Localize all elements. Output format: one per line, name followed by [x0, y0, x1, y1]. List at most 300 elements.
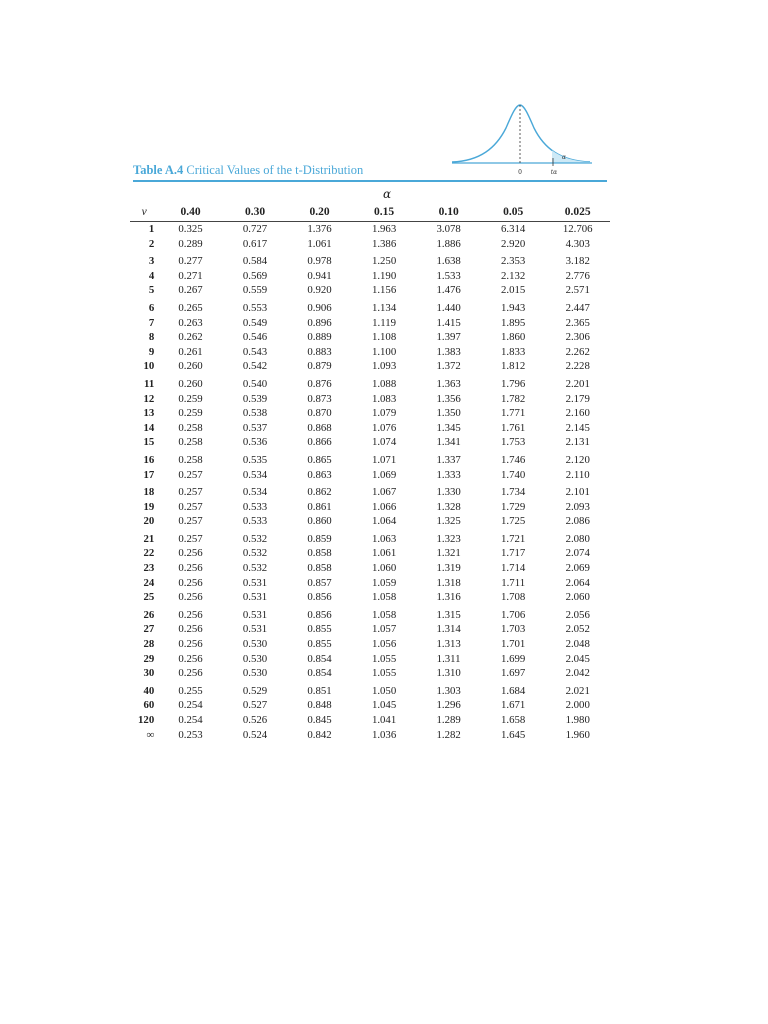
- critical-value-cell: 1.372: [436, 360, 461, 373]
- critical-value-cell: 0.873: [307, 392, 332, 405]
- table-row: [130, 392, 610, 407]
- critical-value-cell: 0.531: [242, 591, 268, 604]
- critical-value-cell: 0.866: [307, 436, 332, 449]
- critical-value-cell: 0.256: [178, 608, 203, 621]
- critical-value-cell: 1.415: [436, 316, 461, 329]
- critical-value-cell: 0.256: [178, 562, 203, 575]
- critical-value-cell: 0.863: [307, 468, 332, 481]
- critical-value-cell: 0.889: [307, 331, 332, 344]
- curve-t-label: tα: [550, 169, 558, 176]
- critical-value-cell: 2.101: [565, 486, 590, 499]
- degrees-of-freedom-cell: 16: [143, 453, 155, 466]
- critical-value-cell: 0.256: [178, 638, 203, 651]
- degrees-of-freedom-cell: 8: [148, 331, 155, 344]
- critical-value-cell: 1.076: [371, 421, 397, 434]
- critical-value-cell: 1.725: [501, 515, 526, 528]
- critical-value-cell: 2.571: [565, 284, 590, 297]
- critical-value-cell: 0.529: [242, 684, 268, 697]
- critical-value-cell: 0.845: [307, 714, 332, 726]
- critical-value-cell: 1.055: [371, 652, 397, 665]
- critical-value-cell: 0.868: [307, 421, 332, 434]
- degrees-of-freedom-cell: 21: [143, 532, 155, 545]
- critical-value-cell: 1.058: [371, 591, 397, 604]
- critical-value-cell: 2.776: [565, 269, 590, 282]
- table-row: [130, 345, 610, 360]
- critical-value-cell: 2.447: [565, 301, 590, 314]
- alpha-header: 0.025: [545, 204, 610, 222]
- critical-value-cell: 1.703: [501, 623, 526, 636]
- critical-value-cell: 1.812: [501, 360, 526, 373]
- critical-value-cell: 2.052: [565, 623, 590, 636]
- critical-value-cell: 1.059: [371, 576, 397, 589]
- degrees-of-freedom-cell: 27: [143, 623, 155, 636]
- critical-value-cell: 1.318: [436, 576, 461, 589]
- degrees-of-freedom-cell: 7: [148, 316, 155, 329]
- critical-value-cell: 0.842: [307, 728, 332, 741]
- critical-value-cell: 1.345: [436, 421, 461, 434]
- critical-value-cell: 1.684: [501, 684, 526, 697]
- degrees-of-freedom-cell: 25: [143, 591, 155, 604]
- degrees-of-freedom-cell: 14: [143, 421, 155, 434]
- critical-value-cell: 2.000: [565, 699, 590, 712]
- critical-value-cell: 2.365: [565, 316, 590, 329]
- critical-value-cell: 0.532: [242, 547, 268, 560]
- critical-value-cell: 2.069: [565, 562, 590, 575]
- degrees-of-freedom-cell: 120: [138, 714, 155, 726]
- degrees-of-freedom-cell: 17: [143, 468, 155, 481]
- table-row: [130, 500, 610, 515]
- critical-value-cell: 0.271: [178, 269, 203, 282]
- critical-value-cell: 0.584: [242, 255, 268, 268]
- critical-value-cell: 0.259: [178, 392, 203, 405]
- critical-value-cell: 1.740: [501, 468, 526, 481]
- critical-value-cell: 0.906: [307, 301, 332, 314]
- critical-value-cell: 1.895: [501, 316, 526, 329]
- critical-value-cell: 1.337: [436, 453, 461, 466]
- critical-value-cell: 1.058: [371, 608, 397, 621]
- critical-value-cell: 6.314: [501, 223, 526, 235]
- critical-value-cell: 0.265: [178, 301, 203, 314]
- critical-value-cell: 1.328: [436, 500, 461, 513]
- critical-value-cell: 0.530: [242, 652, 268, 665]
- critical-value-cell: 1.067: [371, 486, 397, 499]
- degrees-of-freedom-cell: 24: [143, 576, 155, 589]
- critical-value-cell: 0.848: [307, 699, 332, 712]
- critical-value-cell: 0.325: [178, 223, 203, 235]
- table-title-label: Table A.4: [133, 163, 184, 177]
- critical-value-cell: 1.069: [371, 468, 397, 481]
- critical-value-cell: 0.543: [242, 345, 268, 358]
- critical-value-cell: 1.397: [436, 331, 461, 344]
- critical-value-cell: 0.257: [178, 500, 203, 513]
- critical-value-cell: 1.753: [501, 436, 526, 449]
- critical-value-cell: 0.261: [178, 345, 203, 358]
- critical-value-cell: 0.257: [178, 468, 203, 481]
- critical-value-cell: 1.376: [307, 223, 332, 235]
- table-title-text: Critical Values of the t-Distribution: [186, 163, 364, 177]
- critical-value-cell: 1.729: [501, 500, 526, 513]
- degrees-of-freedom-cell: 3: [148, 255, 155, 268]
- critical-value-cell: 0.854: [307, 667, 332, 680]
- critical-value-cell: 0.258: [178, 436, 203, 449]
- critical-value-cell: 1.050: [371, 684, 397, 697]
- table-row: [130, 637, 610, 652]
- critical-value-cell: 0.896: [307, 316, 332, 329]
- table-row: [130, 652, 610, 667]
- critical-value-cell: 0.533: [242, 500, 268, 513]
- critical-value-cell: 1.061: [307, 237, 332, 250]
- table-row: [130, 298, 610, 316]
- degrees-of-freedom-cell: 4: [148, 269, 155, 282]
- critical-value-cell: 2.120: [565, 453, 590, 466]
- critical-value-cell: 1.721: [501, 532, 526, 545]
- critical-value-cell: 2.920: [501, 237, 526, 250]
- critical-value-cell: 1.356: [436, 392, 461, 405]
- degrees-of-freedom-cell: ∞: [146, 728, 155, 741]
- alpha-header: 0.30: [223, 204, 288, 222]
- critical-value-cell: 1.079: [371, 407, 397, 420]
- table-row: [130, 316, 610, 331]
- critical-value-cell: 0.856: [307, 591, 332, 604]
- degrees-of-freedom-cell: 18: [143, 486, 155, 499]
- critical-value-cell: 1.699: [501, 652, 526, 665]
- degrees-of-freedom-cell: 13: [143, 407, 155, 420]
- critical-value-cell: 1.071: [371, 453, 397, 466]
- critical-value-cell: 0.527: [242, 699, 268, 712]
- critical-value-cell: 1.658: [501, 714, 526, 726]
- critical-value-cell: 2.201: [565, 377, 590, 390]
- critical-value-cell: 1.333: [436, 468, 461, 481]
- critical-value-cell: 0.858: [307, 547, 332, 560]
- alpha-header: 0.20: [287, 204, 352, 222]
- critical-value-cell: 2.262: [565, 345, 590, 358]
- critical-value-cell: 2.080: [565, 532, 590, 545]
- critical-value-cell: 1.088: [371, 377, 397, 390]
- critical-value-cell: 1.796: [501, 377, 526, 390]
- critical-value-cell: 0.267: [178, 284, 203, 297]
- critical-value-cell: 0.857: [307, 576, 332, 589]
- table-row: [130, 514, 610, 529]
- critical-value-cell: 0.553: [242, 301, 268, 314]
- critical-value-cell: 0.262: [178, 331, 203, 344]
- title-rule: [133, 180, 607, 182]
- degrees-of-freedom-cell: 23: [143, 562, 155, 575]
- critical-value-cell: 1.980: [565, 714, 590, 726]
- critical-value-cell: 1.645: [501, 728, 526, 741]
- critical-value-cell: 0.854: [307, 652, 332, 665]
- critical-value-cell: 2.056: [565, 608, 590, 621]
- critical-value-cell: 0.532: [242, 562, 268, 575]
- table-row: [130, 421, 610, 436]
- critical-value-cell: 1.746: [501, 453, 526, 466]
- degrees-of-freedom-cell: 2: [148, 237, 155, 250]
- critical-value-cell: 1.476: [436, 284, 461, 297]
- degrees-of-freedom-cell: 1: [148, 223, 155, 235]
- critical-value-cell: 0.920: [307, 284, 332, 297]
- table-row: [130, 450, 610, 468]
- critical-value-cell: 0.532: [242, 532, 268, 545]
- critical-value-cell: 0.258: [178, 453, 203, 466]
- critical-value-cell: 1.638: [436, 255, 461, 268]
- table-row: [130, 576, 610, 591]
- critical-value-cell: 1.363: [436, 377, 461, 390]
- critical-value-cell: 1.119: [372, 316, 397, 329]
- critical-value-cell: 2.160: [565, 407, 590, 420]
- critical-value-cell: 12.706: [562, 223, 593, 235]
- critical-value-cell: 1.860: [501, 331, 526, 344]
- critical-value-cell: 1.190: [371, 269, 397, 282]
- critical-value-cell: 0.879: [307, 360, 332, 373]
- critical-value-cell: 1.313: [436, 638, 461, 651]
- critical-value-cell: 0.855: [307, 623, 332, 636]
- critical-value-cell: 0.531: [242, 623, 268, 636]
- critical-value-cell: 0.260: [178, 377, 203, 390]
- critical-value-cell: 1.714: [501, 562, 526, 575]
- critical-value-cell: 1.083: [371, 392, 397, 405]
- critical-value-cell: 0.257: [178, 532, 203, 545]
- critical-value-cell: 2.179: [565, 392, 590, 405]
- table-row: [130, 546, 610, 561]
- critical-value-cell: 0.546: [242, 331, 268, 344]
- critical-value-cell: 2.353: [501, 255, 526, 268]
- table-row: [130, 237, 610, 252]
- critical-value-cell: 1.717: [501, 547, 526, 560]
- table-row: [130, 330, 610, 345]
- critical-value-cell: 0.257: [178, 515, 203, 528]
- degrees-of-freedom-cell: 40: [143, 684, 155, 697]
- critical-value-cell: 1.697: [501, 667, 526, 680]
- critical-value-cell: 1.943: [501, 301, 526, 314]
- table-row: [130, 666, 610, 681]
- table-row: [130, 468, 610, 483]
- critical-value-cell: 0.534: [242, 486, 268, 499]
- critical-value-cell: 1.063: [371, 532, 397, 545]
- critical-value-cell: 2.064: [565, 576, 590, 589]
- critical-value-cell: 0.549: [242, 316, 268, 329]
- critical-value-cell: 1.886: [436, 237, 461, 250]
- critical-value-cell: 2.132: [501, 269, 526, 282]
- critical-value-cell: 1.708: [501, 591, 526, 604]
- critical-value-cell: 1.761: [501, 421, 526, 434]
- critical-value-cell: 1.734: [501, 486, 526, 499]
- critical-value-cell: 0.256: [178, 667, 203, 680]
- degrees-of-freedom-cell: 19: [143, 500, 155, 513]
- critical-value-cell: 0.851: [307, 684, 332, 697]
- critical-value-cell: 1.440: [436, 301, 461, 314]
- critical-value-cell: 0.542: [242, 360, 268, 373]
- critical-value-cell: 1.960: [565, 728, 590, 741]
- critical-value-cell: 0.569: [242, 269, 268, 282]
- t-distribution-curve-icon: [452, 100, 594, 176]
- critical-value-cell: 1.701: [501, 638, 526, 651]
- critical-value-cell: 2.021: [565, 684, 590, 697]
- table-row: [130, 622, 610, 637]
- table-row: [130, 222, 610, 237]
- critical-value-cell: 0.941: [307, 269, 332, 282]
- table-row: [130, 251, 610, 269]
- table-body: [130, 222, 610, 743]
- critical-value-cell: 1.319: [436, 562, 461, 575]
- critical-value-cell: 2.306: [565, 331, 590, 344]
- critical-values-table: [130, 204, 610, 742]
- critical-value-cell: 0.859: [307, 532, 332, 545]
- table-row: [130, 482, 610, 500]
- table-title: [133, 163, 363, 178]
- critical-value-cell: 0.537: [242, 421, 268, 434]
- critical-value-cell: 1.074: [371, 436, 397, 449]
- degrees-of-freedom-cell: 26: [143, 608, 155, 621]
- critical-value-cell: 2.110: [565, 468, 590, 481]
- critical-value-cell: 0.533: [242, 515, 268, 528]
- critical-value-cell: 1.056: [371, 638, 397, 651]
- alpha-header: 0.15: [352, 204, 417, 222]
- critical-value-cell: 1.311: [436, 652, 461, 665]
- critical-value-cell: 1.036: [371, 728, 397, 741]
- critical-value-cell: 0.253: [178, 728, 203, 741]
- critical-value-cell: 0.617: [242, 237, 268, 250]
- critical-value-cell: 1.310: [436, 667, 461, 680]
- critical-value-cell: 1.330: [436, 486, 461, 499]
- critical-value-cell: 1.108: [371, 331, 397, 344]
- critical-value-cell: 0.255: [178, 684, 203, 697]
- critical-value-cell: 1.771: [501, 407, 526, 420]
- critical-value-cell: 0.530: [242, 638, 268, 651]
- critical-value-cell: 1.325: [436, 515, 461, 528]
- critical-value-cell: 2.228: [565, 360, 590, 373]
- curve-zero-label: 0: [518, 169, 522, 176]
- critical-value-cell: 1.303: [436, 684, 461, 697]
- critical-value-cell: 0.539: [242, 392, 268, 405]
- critical-value-cell: 1.134: [371, 301, 397, 314]
- critical-value-cell: 0.256: [178, 547, 203, 560]
- critical-value-cell: 0.256: [178, 652, 203, 665]
- critical-value-cell: 0.256: [178, 623, 203, 636]
- critical-value-cell: 0.531: [242, 608, 268, 621]
- critical-value-cell: 0.258: [178, 421, 203, 434]
- alpha-header: 0.05: [481, 204, 546, 222]
- critical-value-cell: 1.289: [436, 714, 461, 726]
- critical-value-cell: 1.282: [436, 728, 461, 741]
- critical-value-cell: 4.303: [565, 237, 590, 250]
- critical-value-cell: 0.862: [307, 486, 332, 499]
- critical-value-cell: 1.316: [436, 591, 461, 604]
- critical-value-cell: 1.711: [501, 576, 526, 589]
- table-row: [130, 374, 610, 392]
- alpha-header: 0.10: [416, 204, 481, 222]
- critical-value-cell: 1.706: [501, 608, 526, 621]
- table-row: [130, 269, 610, 284]
- table-row: [130, 605, 610, 623]
- curve-alpha-label: α: [561, 154, 567, 161]
- table-row: [130, 359, 610, 374]
- critical-value-cell: 1.296: [436, 699, 461, 712]
- critical-value-cell: 0.536: [242, 436, 268, 449]
- critical-value-cell: 0.856: [307, 608, 332, 621]
- critical-value-cell: 3.078: [436, 223, 461, 235]
- critical-value-cell: 3.182: [565, 255, 590, 268]
- table-row: [130, 590, 610, 605]
- critical-value-cell: 1.041: [371, 714, 397, 726]
- critical-value-cell: 0.254: [178, 699, 203, 712]
- critical-value-cell: 1.833: [501, 345, 526, 358]
- critical-value-cell: 0.883: [307, 345, 332, 358]
- critical-value-cell: 0.257: [178, 486, 203, 499]
- critical-value-cell: 1.782: [501, 392, 526, 405]
- table-row: [130, 561, 610, 576]
- critical-value-cell: 0.530: [242, 667, 268, 680]
- critical-value-cell: 1.156: [371, 284, 397, 297]
- degrees-of-freedom-cell: 15: [143, 436, 155, 449]
- critical-value-cell: 0.865: [307, 453, 332, 466]
- degrees-of-freedom-cell: 22: [143, 547, 155, 560]
- critical-value-cell: 0.289: [178, 237, 203, 250]
- table-row: [130, 529, 610, 547]
- critical-value-cell: 2.145: [565, 421, 590, 434]
- critical-value-cell: 0.727: [242, 223, 268, 235]
- degrees-of-freedom-cell: 11: [144, 377, 155, 390]
- critical-value-cell: 1.066: [371, 500, 397, 513]
- critical-value-cell: 1.383: [436, 345, 461, 358]
- critical-value-cell: 2.045: [565, 652, 590, 665]
- critical-value-cell: 0.524: [242, 728, 268, 741]
- degrees-of-freedom-cell: 20: [143, 515, 155, 528]
- degrees-of-freedom-cell: 10: [143, 360, 155, 373]
- table-header-row: [130, 204, 610, 222]
- critical-value-cell: 2.060: [565, 591, 590, 604]
- table-row: [130, 713, 610, 728]
- critical-value-cell: 1.386: [371, 237, 397, 250]
- critical-value-cell: 1.055: [371, 667, 397, 680]
- critical-value-cell: 2.042: [565, 667, 590, 680]
- degrees-of-freedom-cell: 60: [143, 699, 155, 712]
- critical-value-cell: 2.074: [565, 547, 590, 560]
- critical-value-cell: 2.015: [501, 284, 526, 297]
- critical-value-cell: 0.534: [242, 468, 268, 481]
- critical-value-cell: 1.093: [371, 360, 397, 373]
- critical-value-cell: 1.064: [371, 515, 397, 528]
- critical-value-cell: 0.256: [178, 576, 203, 589]
- critical-value-cell: 1.533: [436, 269, 461, 282]
- table-row: [130, 681, 610, 699]
- critical-value-cell: 0.860: [307, 515, 332, 528]
- degrees-of-freedom-cell: 28: [143, 638, 155, 651]
- degrees-of-freedom-cell: 30: [143, 667, 155, 680]
- critical-value-cell: 1.963: [371, 223, 397, 235]
- critical-value-cell: 1.061: [371, 547, 397, 560]
- critical-value-cell: 1.323: [436, 532, 461, 545]
- critical-value-cell: 2.131: [565, 436, 590, 449]
- critical-value-cell: 0.870: [307, 407, 332, 420]
- critical-value-cell: 1.100: [371, 345, 397, 358]
- critical-value-cell: 1.314: [436, 623, 461, 636]
- critical-value-cell: 0.538: [242, 407, 268, 420]
- critical-value-cell: 0.277: [178, 255, 203, 268]
- table-row: [130, 435, 610, 450]
- critical-value-cell: 1.315: [436, 608, 461, 621]
- critical-value-cell: 1.321: [436, 547, 461, 560]
- alpha-header: 0.40: [158, 204, 223, 222]
- critical-value-cell: 0.978: [307, 255, 332, 268]
- critical-value-cell: 0.526: [242, 714, 268, 726]
- critical-value-cell: 0.540: [242, 377, 268, 390]
- critical-value-cell: 0.858: [307, 562, 332, 575]
- critical-value-cell: 1.045: [371, 699, 397, 712]
- critical-value-cell: 1.671: [501, 699, 526, 712]
- critical-value-cell: 0.256: [178, 591, 203, 604]
- critical-value-cell: 0.861: [307, 500, 332, 513]
- critical-value-cell: 2.093: [565, 500, 590, 513]
- degrees-of-freedom-cell: 12: [143, 392, 155, 405]
